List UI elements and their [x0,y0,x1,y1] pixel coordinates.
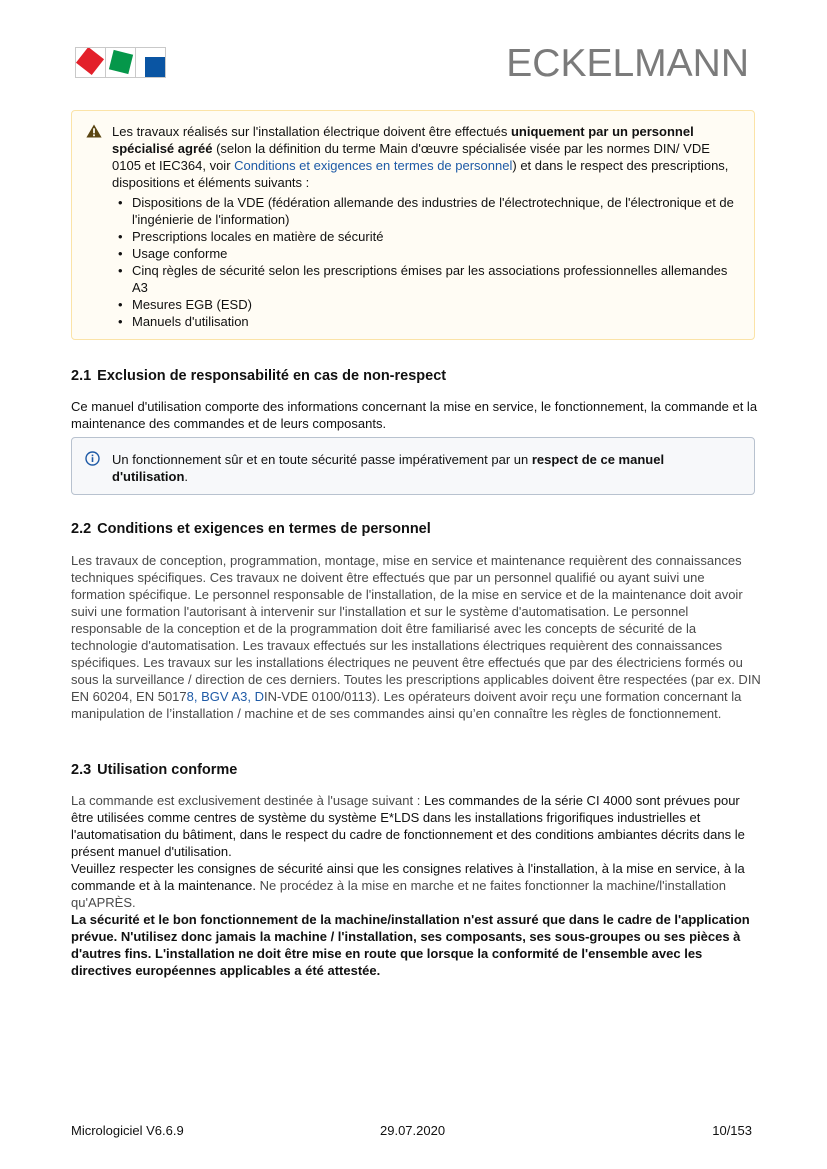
logo-red-square [75,47,106,78]
footer-page-number: 10/153 [712,1123,752,1138]
section-number: 2.3 [71,762,92,778]
list-item: • Cinq règles de sécurité selon les prescriptions émises par les associations professionnelles allemandes A3 [132,262,742,296]
info-emphasis: respect de ce manuel d'utilisation [112,452,665,484]
warning-list [112,194,742,330]
section-2-3-body [71,792,761,979]
body-text: Veuillez respecter les consignes de sécurité ainsi que les consignes relatives à l'installation, à la mise en service, à la commande et à la maintenance. [71,861,745,893]
eckelmann-logo-squares [75,47,165,78]
list-item: • Usage conforme [132,245,742,262]
list-item: • Dispositions de la VDE (fédération allemande des industries de l'électrotechnique, de l'électronique et de l'ingénierie de l'information) [132,194,742,228]
section-number: 2.2 [71,521,92,537]
warning-intro: Les travaux réalisés sur l'installation électrique doivent être effectués [112,124,511,139]
body-text-gray: Ne procédez à la mise en marche et ne faites fonctionner la machine/l'installation qu'APRÈS. [71,878,727,910]
logo-blue-square [135,47,166,78]
section-title: Exclusion de responsabilité en cas de non-respect [97,368,447,384]
body-text: Les commandes de la série CI 4000 sont prévues pour être utilisées comme centres de système du système E*LDS dans les installations frigorifiques industrielles et l'automatisation du bâtiment, dans le respect du cadre de fonctionnement et des conditions ambiantes décrits dans le présent manuel d'utilisation. [71,793,745,859]
warning-text [112,123,742,330]
section-heading-2-1 [71,368,446,384]
info-callout [71,437,755,495]
section-2-2-body [71,552,761,722]
warning-callout [71,110,755,340]
footer-date: 29.07.2020 [380,1123,446,1138]
list-item: • Prescriptions locales en matière de sécurité [132,228,742,245]
section-number: 2.1 [71,368,92,384]
section-heading-2-3 [71,762,237,778]
body-text-cont: IN-VDE 0100/0113). Les opérateurs doivent avoir reçu une formation concernant la manipulation de l’installation / machine et de ses commandes ainsi qu’en connaître les règles de fonctionnement. [71,689,742,721]
info-circle-icon [85,451,100,466]
warning-intro-cont: (selon la définition du terme Main d'œuvre spécialisée visée par les normes DIN/ VDE 0105 et IEC364, voir [112,141,710,173]
warning-triangle-icon [86,124,102,138]
list-item: • Manuels d'utilisation [132,313,742,330]
footer-version: Micrologiciel V6.6.9 [71,1123,184,1138]
section-2-1-body: Ce manuel d'utilisation comporte des informations concernant la mise en service, le fonctionnement, la commande et la maintenance des commandes et de leurs composants. [71,399,758,431]
logo-green-square [105,47,136,78]
section-title: Utilisation conforme [97,762,238,778]
link-bgv-a3[interactable]: 8, BGV A3, D [186,689,264,704]
warning-emphasis: uniquement par un personnel spécialisé agréé [112,124,694,156]
body-text: Les travaux de conception, programmation, montage, mise en service et maintenance requièrent des connaissances techniques spécifiques. Ces travaux ne doivent être effectués que par un personnel qualifié ou ayant suivi une formation spécifique. Le personnel responsable de l'installation, de la mise en service et de la maintenance doit avoir suivi une formation l'autorisant à intervenir sur l'installation et sur le système d'automatisation. Le personnel responsable de la conception et de la programmation doit être familiarisé avec les concepts de sécurité de la technologie d'automatisation. Les travaux effectués sur les installations électriques requièrent des connaissances spécifiques. Les travaux sur les installations électriques ne peuvent être effectués que par des électriciens formés ou sous la surveillance / direction de ces derniers. Toutes les prescriptions applicables doivent être respectées (par ex. DIN EN 60204, EN 5017 [71,553,761,704]
link-conditions-personnel[interactable]: Conditions et exigences en termes de personnel [234,158,513,173]
section-title: Conditions et exigences en termes de personnel [97,521,431,537]
section-heading-2-2 [71,521,431,537]
info-text [112,451,732,485]
info-text-start: Un fonctionnement sûr et en toute sécurité passe impérativement par un [112,452,532,467]
body-text-gray: La commande est exclusivement destinée à l'usage suivant : [71,793,424,808]
warning-intro-end: ) et dans le respect des prescriptions, dispositions et éléments suivants : [112,158,729,190]
brand-wordmark: ECKELMANN [506,42,749,85]
info-text-end: . [184,469,189,484]
list-item: • Mesures EGB (ESD) [132,296,742,313]
body-text-bold: La sécurité et le bon fonctionnement de la machine/installation n'est assuré que dans le cadre de l'application prévue. N'utilisez donc jamais la machine / l'installation, ses composants, ses sous-groupes ou ses pièces à d'autres fins. L'installation ne doit être mise en route que lorsque la conformité de l'ensemble avec les directives européennes applicables a été attestée. [71,912,750,978]
